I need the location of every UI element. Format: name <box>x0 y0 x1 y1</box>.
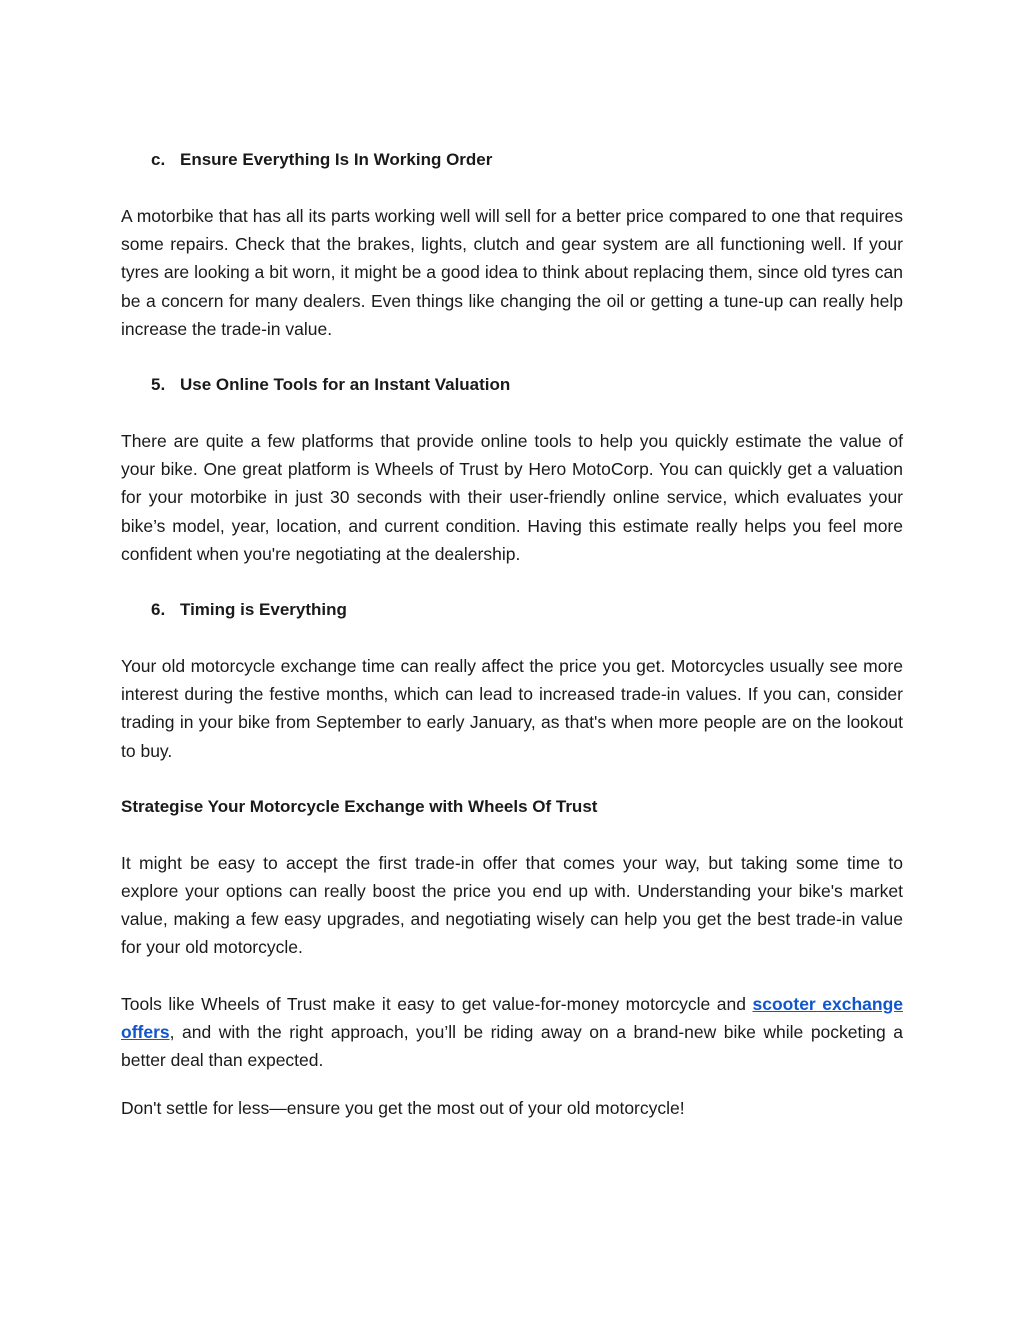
paragraph-online-tools: There are quite a few platforms that provide online tools to help you quickly estimate the value of your bike. One great platform is Wheels of Trust by Hero MotoCorp. You can quickly get a valuation for your motorbike in just 30 seconds with their user-friendly online service, which evaluates your bike’s model, year, location, and current condition. Having this estimate really helps you feel more confident when you're negotiating at the dealership. <box>121 431 903 564</box>
section-heading-c <box>121 146 903 174</box>
section-heading-5 <box>121 371 903 399</box>
paragraph-tools <box>121 990 903 1075</box>
tools-text-after: , and with the right approach, you’ll be riding away on a brand-new bike while pocketing a better deal than expected. <box>121 1021 903 1071</box>
heading-text: Timing is Everything <box>180 600 347 620</box>
list-marker: c. <box>151 150 166 169</box>
tools-text-before: Tools like Wheels of Trust make it easy to get value-for-money motorcycle and <box>121 993 753 1014</box>
section-heading-6 <box>121 596 903 624</box>
section-heading-strategise <box>121 793 903 821</box>
list-marker: 5. <box>151 375 166 395</box>
document-page <box>121 146 903 1122</box>
paragraph-working-order: A motorbike that has all its parts working well will sell for a better price compared to one that requires some repairs. Check that the brakes, lights, clutch and gear system are all functioning well. If your tyres are looking a bit worn, it might be a good idea to think about replacing them, since old tyres can be a concern for many dealers. Even things like changing the oil or getting a tune-up can really help increase the trade-in value. <box>121 206 903 339</box>
heading-text: Ensure Everything Is In Working Order <box>180 150 493 169</box>
paragraph-strategise: It might be easy to accept the first trade-in offer that comes your way, but taking some time to explore your options can really boost the price you end up with. Understanding your bike's market value, making a few easy upgrades, and negotiating wisely can help you get the best trade-in value for your old motorcycle. <box>121 852 903 958</box>
paragraph-closing: Don't settle for less—ensure you get the most out of your old motorcycle! <box>121 1098 685 1119</box>
scooter-exchange-offers-link[interactable]: scooter exchange offers <box>121 993 903 1042</box>
heading-text: Use Online Tools for an Instant Valuation <box>180 375 511 395</box>
heading-text: Strategise Your Motorcycle Exchange with Wheels Of Trust <box>121 796 598 816</box>
list-marker: 6. <box>151 600 166 620</box>
paragraph-timing: Your old motorcycle exchange time can really affect the price you get. Motorcycles usually see more interest during the festive months, which can lead to increased trade-in values. If you can, consider trading in your bike from September to early January, as that's when more people are on the lookout to buy. <box>121 656 903 761</box>
